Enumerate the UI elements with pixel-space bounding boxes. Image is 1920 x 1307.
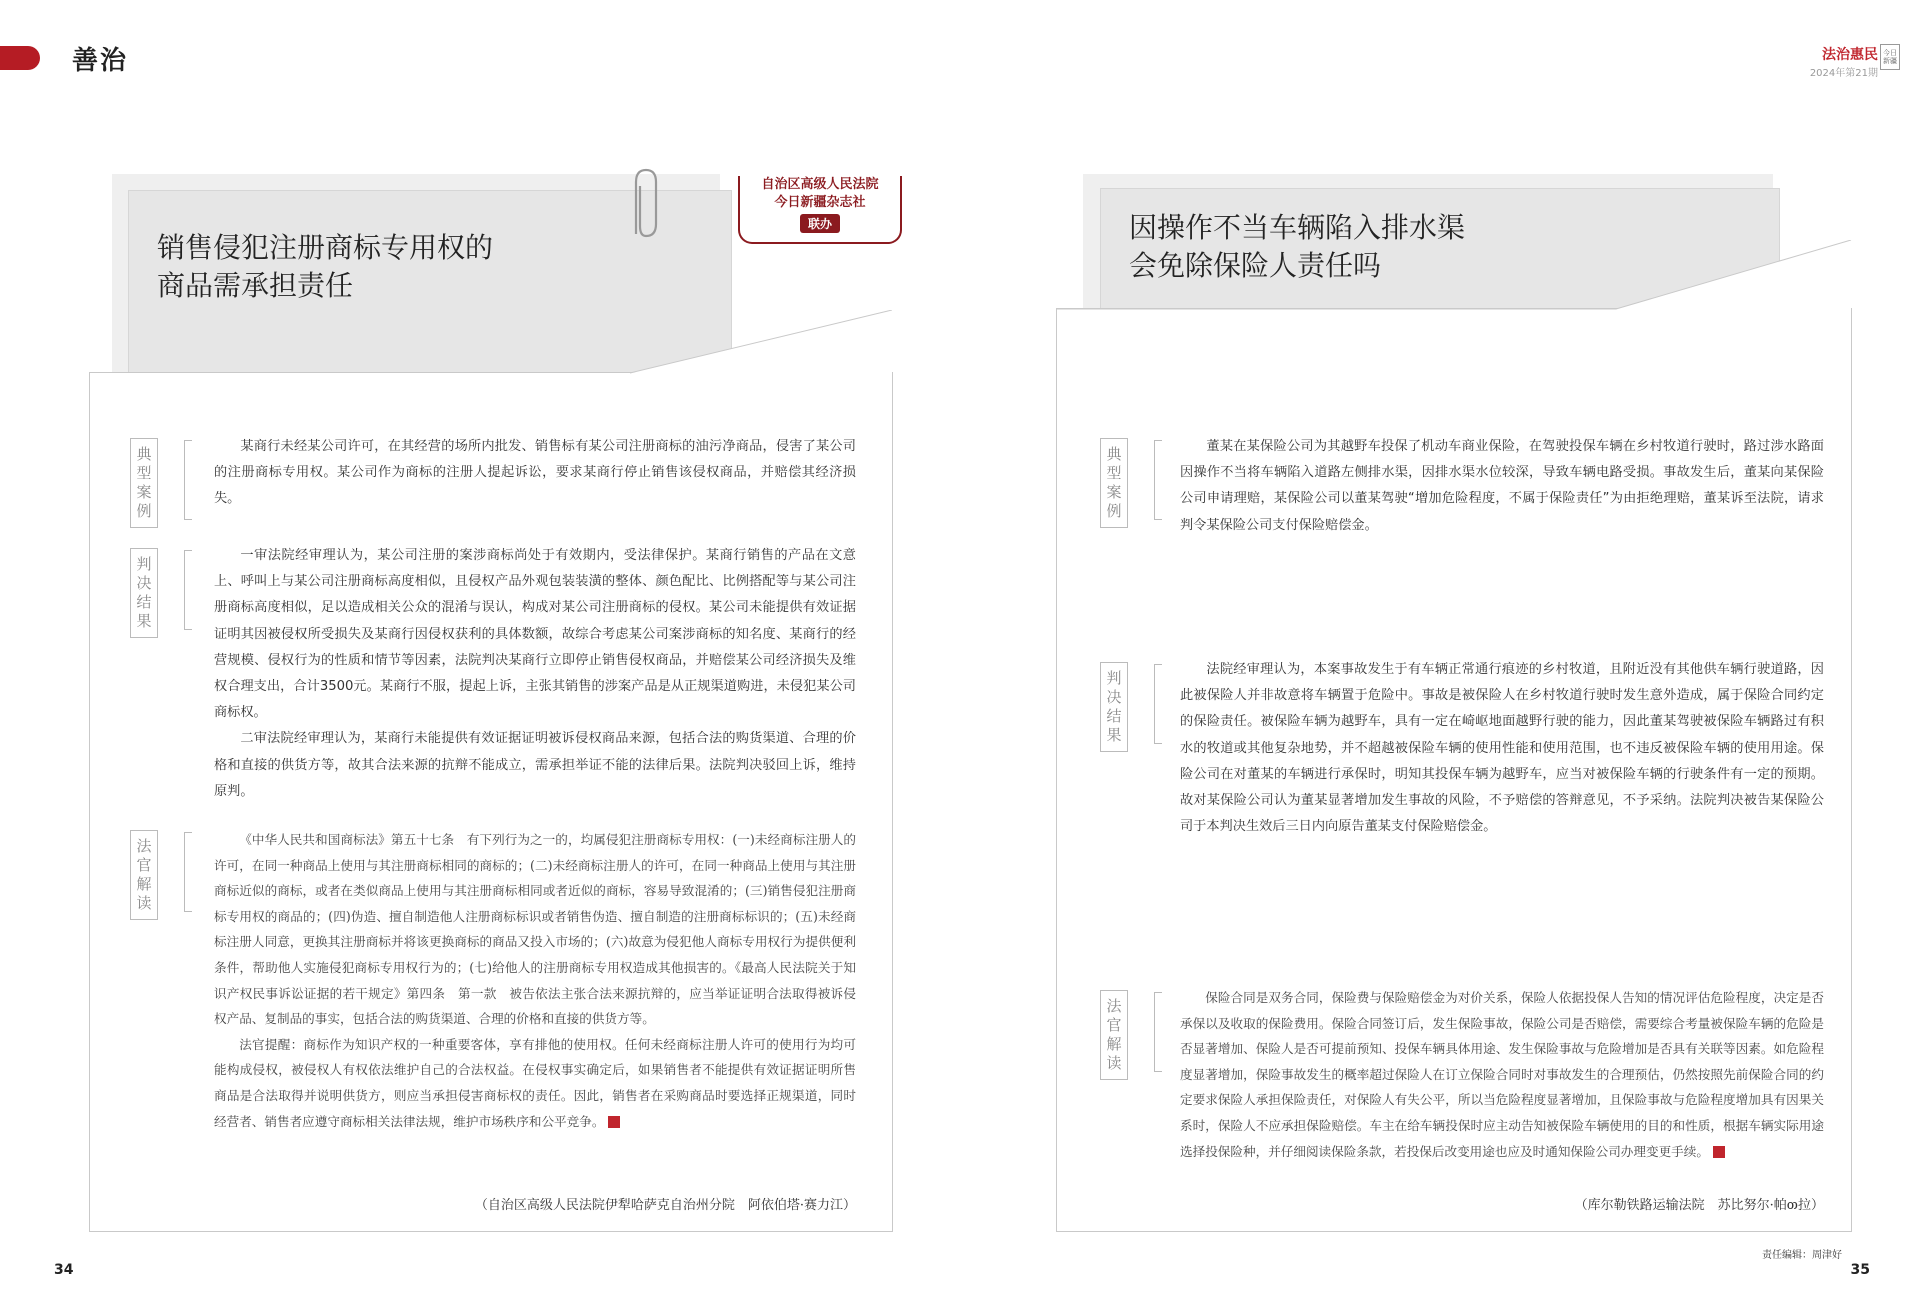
left-label-judge-bracket — [184, 832, 192, 912]
left-case-text: 某商行未经某公司许可，在其经营的场所内批发、销售标有某公司注册商标的油污净商品，侵害了某公司的注册商标专用权。某公司作为商标的注册人提起诉讼，要求某商行停止销售该侵权商品，并赔偿其经济损失。 — [214, 439, 856, 507]
magazine-name: 法治惠民 — [1822, 47, 1878, 63]
end-mark-icon — [1713, 1146, 1725, 1158]
left-judge-p2 — [214, 1032, 856, 1134]
right-judge-block — [1180, 985, 1824, 1164]
right-label-judge-bracket — [1154, 992, 1162, 1072]
left-label-case-bracket — [184, 440, 192, 520]
editor-credit: 责任编辑：周津好 — [1762, 1250, 1842, 1261]
right-label-judgment-bracket — [1154, 664, 1162, 744]
magazine-masthead — [1810, 44, 1878, 79]
right-case-block — [1180, 434, 1824, 539]
magazine-badge: 今日新疆 — [1880, 44, 1900, 70]
magazine-issue: 2024年第21期 — [1809, 68, 1878, 79]
right-card-fold — [1056, 240, 1852, 310]
stamp-line1: 自治区高级人民法院 — [761, 177, 879, 192]
right-label-judge: 法官解读 — [1100, 990, 1128, 1080]
right-page-number: 35 — [1850, 1262, 1870, 1278]
right-title-line2: 会免除保险人责任吗 — [1129, 249, 1382, 282]
end-mark-icon — [608, 1116, 620, 1128]
right-judge-text: 保险合同是双务合同，保险费与保险赔偿金为对价关系，保险人依据投保人告知的情况评估危险程度，决定是否承保以及收取的保险费用。保险合同签订后，发生保险事故，保险公司是否赔偿，需要综合考量被保险车辆的危险是否显著增加、保险人是否可提前预知、投保车辆具体用途、发生保险事故与危险增加是否具有关联等因素。如危险程度显著增加，保险事故发生的概率超过保险人在订立保险合同时对事故发生的合理预估，仍然按照先前保险合同的约定要求保险人承担保险责任，对保险人有失公平，所以当危险程度显著增加，且保险事故与危险程度增加具有因果关系时，保险人不应承担保险赔偿。车主在给车辆投保时应主动告知被保险车辆使用的目的和性质，根据车辆实际用途选择投保险种，并仔细阅读保险条款，若投保后改变用途也应及时通知保险公司办理变更手续。 — [1180, 990, 1824, 1159]
left-title-line1: 销售侵犯注册商标专用权的 — [157, 231, 494, 264]
right-judge-p — [1180, 985, 1824, 1164]
co-organizer-stamp — [738, 176, 902, 244]
right-label-judgment: 判决结果 — [1100, 662, 1128, 752]
paperclip-icon — [626, 164, 666, 244]
left-label-judgment: 判决结果 — [130, 548, 158, 638]
right-label-case-bracket — [1154, 440, 1162, 520]
left-card-fold — [630, 310, 892, 374]
left-judgment-block — [214, 543, 856, 805]
section-title: 善治 — [72, 46, 129, 76]
left-judge-p2-text: 法官提醒：商标作为知识产权的一种重要客体，享有排他的使用权。任何未经商标注册人许可的使用行为均可能构成侵权，被侵权人有权依法维护自己的合法权益。在侵权事实确定后，如果销售者不能提供有效证据证明所售商品是合法取得并说明供货方，则应当承担侵害商标权的责任。因此，销售者在采购商品时要选择正规渠道，同时经营者、销售者应遵守商标相关法律法规，维护市场秩序和公平竞争。 — [214, 1036, 856, 1129]
left-case-block — [214, 434, 856, 513]
left-page-number: 34 — [54, 1262, 74, 1278]
left-label-case: 典型案例 — [130, 438, 158, 528]
right-title-line1: 因操作不当车辆陷入排水渠 — [1129, 211, 1466, 244]
section-tab-marker — [0, 46, 40, 70]
stamp-line2: 今日新疆杂志社 — [774, 195, 866, 210]
left-label-judge: 法官解读 — [130, 830, 158, 920]
left-credit: （自治区高级人民法院伊犁哈萨克自治州分院 阿依伯塔·赛力江） — [474, 1198, 856, 1213]
left-judge-p1: 《中华人民共和国商标法》第五十七条 有下列行为之一的，均属侵犯注册商标专用权：(一)未经商标注册人的许可，在同一种商品上使用与其注册商标相同的商标的；(二)未经商标注册人的许可，在同一种商品上使用与其注册商标近似的商标，或者在类似商品上使用与其注册商标相同或者近似的商标，容易导致混淆的；(三)销售侵犯注册商标专用权的商品的；(四)伪造、擅自制造他人注册商标标识或者销售伪造、擅自制造的注册商标标识的；(五)未经商标注册人同意，更换其注册商标并将该更换商标的商品又投入市场的；(六)故意为侵犯他人商标专用权行为提供便利条件，帮助他人实施侵犯商标专用权行为的；(七)给他人的注册商标专用权造成其他损害的。《最高人民法院关于知识产权民事诉讼证据的若干规定》第四条 第一款 被告依法主张合法来源抗辩的，应当举证证明合法取得被诉侵权产品、复制品的事实，包括合法的购货渠道、合理的价格和直接的供货方等。 — [214, 832, 856, 1027]
left-judge-block — [214, 827, 856, 1134]
left-judgment-p2: 二审法院经审理认为，某商行未能提供有效证据证明被诉侵权商品来源，包括合法的购货渠道、合理的价格和直接的供货方等，故其合法来源的抗辩不能成立，需承担举证不能的法律后果。法院判决驳回上诉，维持原判。 — [214, 731, 856, 799]
right-label-case: 典型案例 — [1100, 438, 1128, 528]
left-label-judgment-bracket — [184, 550, 192, 630]
left-judgment-p1: 一审法院经审理认为，某公司注册的案涉商标尚处于有效期内，受法律保护。某商行销售的产品在文意上、呼叫上与某公司注册商标高度相似，且侵权产品外观包装装潢的整体、颜色配比、比例搭配等与某公司注册商标高度相似，足以造成相关公众的混淆与误认，构成对某公司注册商标的侵权。某公司未能提供有效证据证明其因被侵权所受损失及某商行因侵权获利的具体数额，故综合考虑某公司案涉商标的知名度、某商行的经营规模、侵权行为的性质和情节等因素，法院判决某商行立即停止销售侵权商品，并赔偿某公司经济损失及维权合理支出，合计3500元。某商行不服，提起上诉，主张其销售的涉案产品是从正规渠道购进，未侵犯某公司商标权。 — [214, 548, 856, 721]
left-title-line2: 商品需承担责任 — [157, 269, 354, 302]
right-case-text: 董某在某保险公司为其越野车投保了机动车商业保险，在驾驶投保车辆在乡村牧道行驶时，路过涉水路面因操作不当将车辆陷入道路左侧排水渠，因排水渠水位较深，导致车辆电路受损。事故发生后，董某向某保险公司申请理赔，某保险公司以董某驾驶“增加危险程度，不属于保险责任”为由拒绝理赔，董某诉至法院，请求判令某保险公司支付保险赔偿金。 — [1180, 439, 1824, 533]
right-credit: （库尔勒铁路运输法院 苏比努尔·帕თ拉） — [1574, 1198, 1824, 1213]
right-judgment-block — [1180, 657, 1824, 840]
right-judgment-text: 法院经审理认为，本案事故发生于有车辆正常通行痕迹的乡村牧道，且附近没有其他供车辆行驶道路，因此被保险人并非故意将车辆置于危险中。事故是被保险人在乡村牧道行驶时发生意外造成，属于保险合同约定的保险责任。被保险车辆为越野车，具有一定在崎岖地面越野行驶的能力，因此董某驾驶被保险车辆路过有积水的牧道或其他复杂地势，并不超越被保险车辆的使用性能和使用范围，也不违反被保险车辆的使用用途。保险公司在对董某的车辆进行承保时，明知其投保车辆为越野车，应当对被保险车辆的行驶条件有一定的预期。故对某保险公司认为董某显著增加发生事故的风险，不予赔偿的答辩意见，不予采纳。法院判决被告某保险公司于本判决生效后三日内向原告董某支付保险赔偿金。 — [1180, 662, 1824, 835]
stamp-badge: 联办 — [800, 214, 840, 233]
